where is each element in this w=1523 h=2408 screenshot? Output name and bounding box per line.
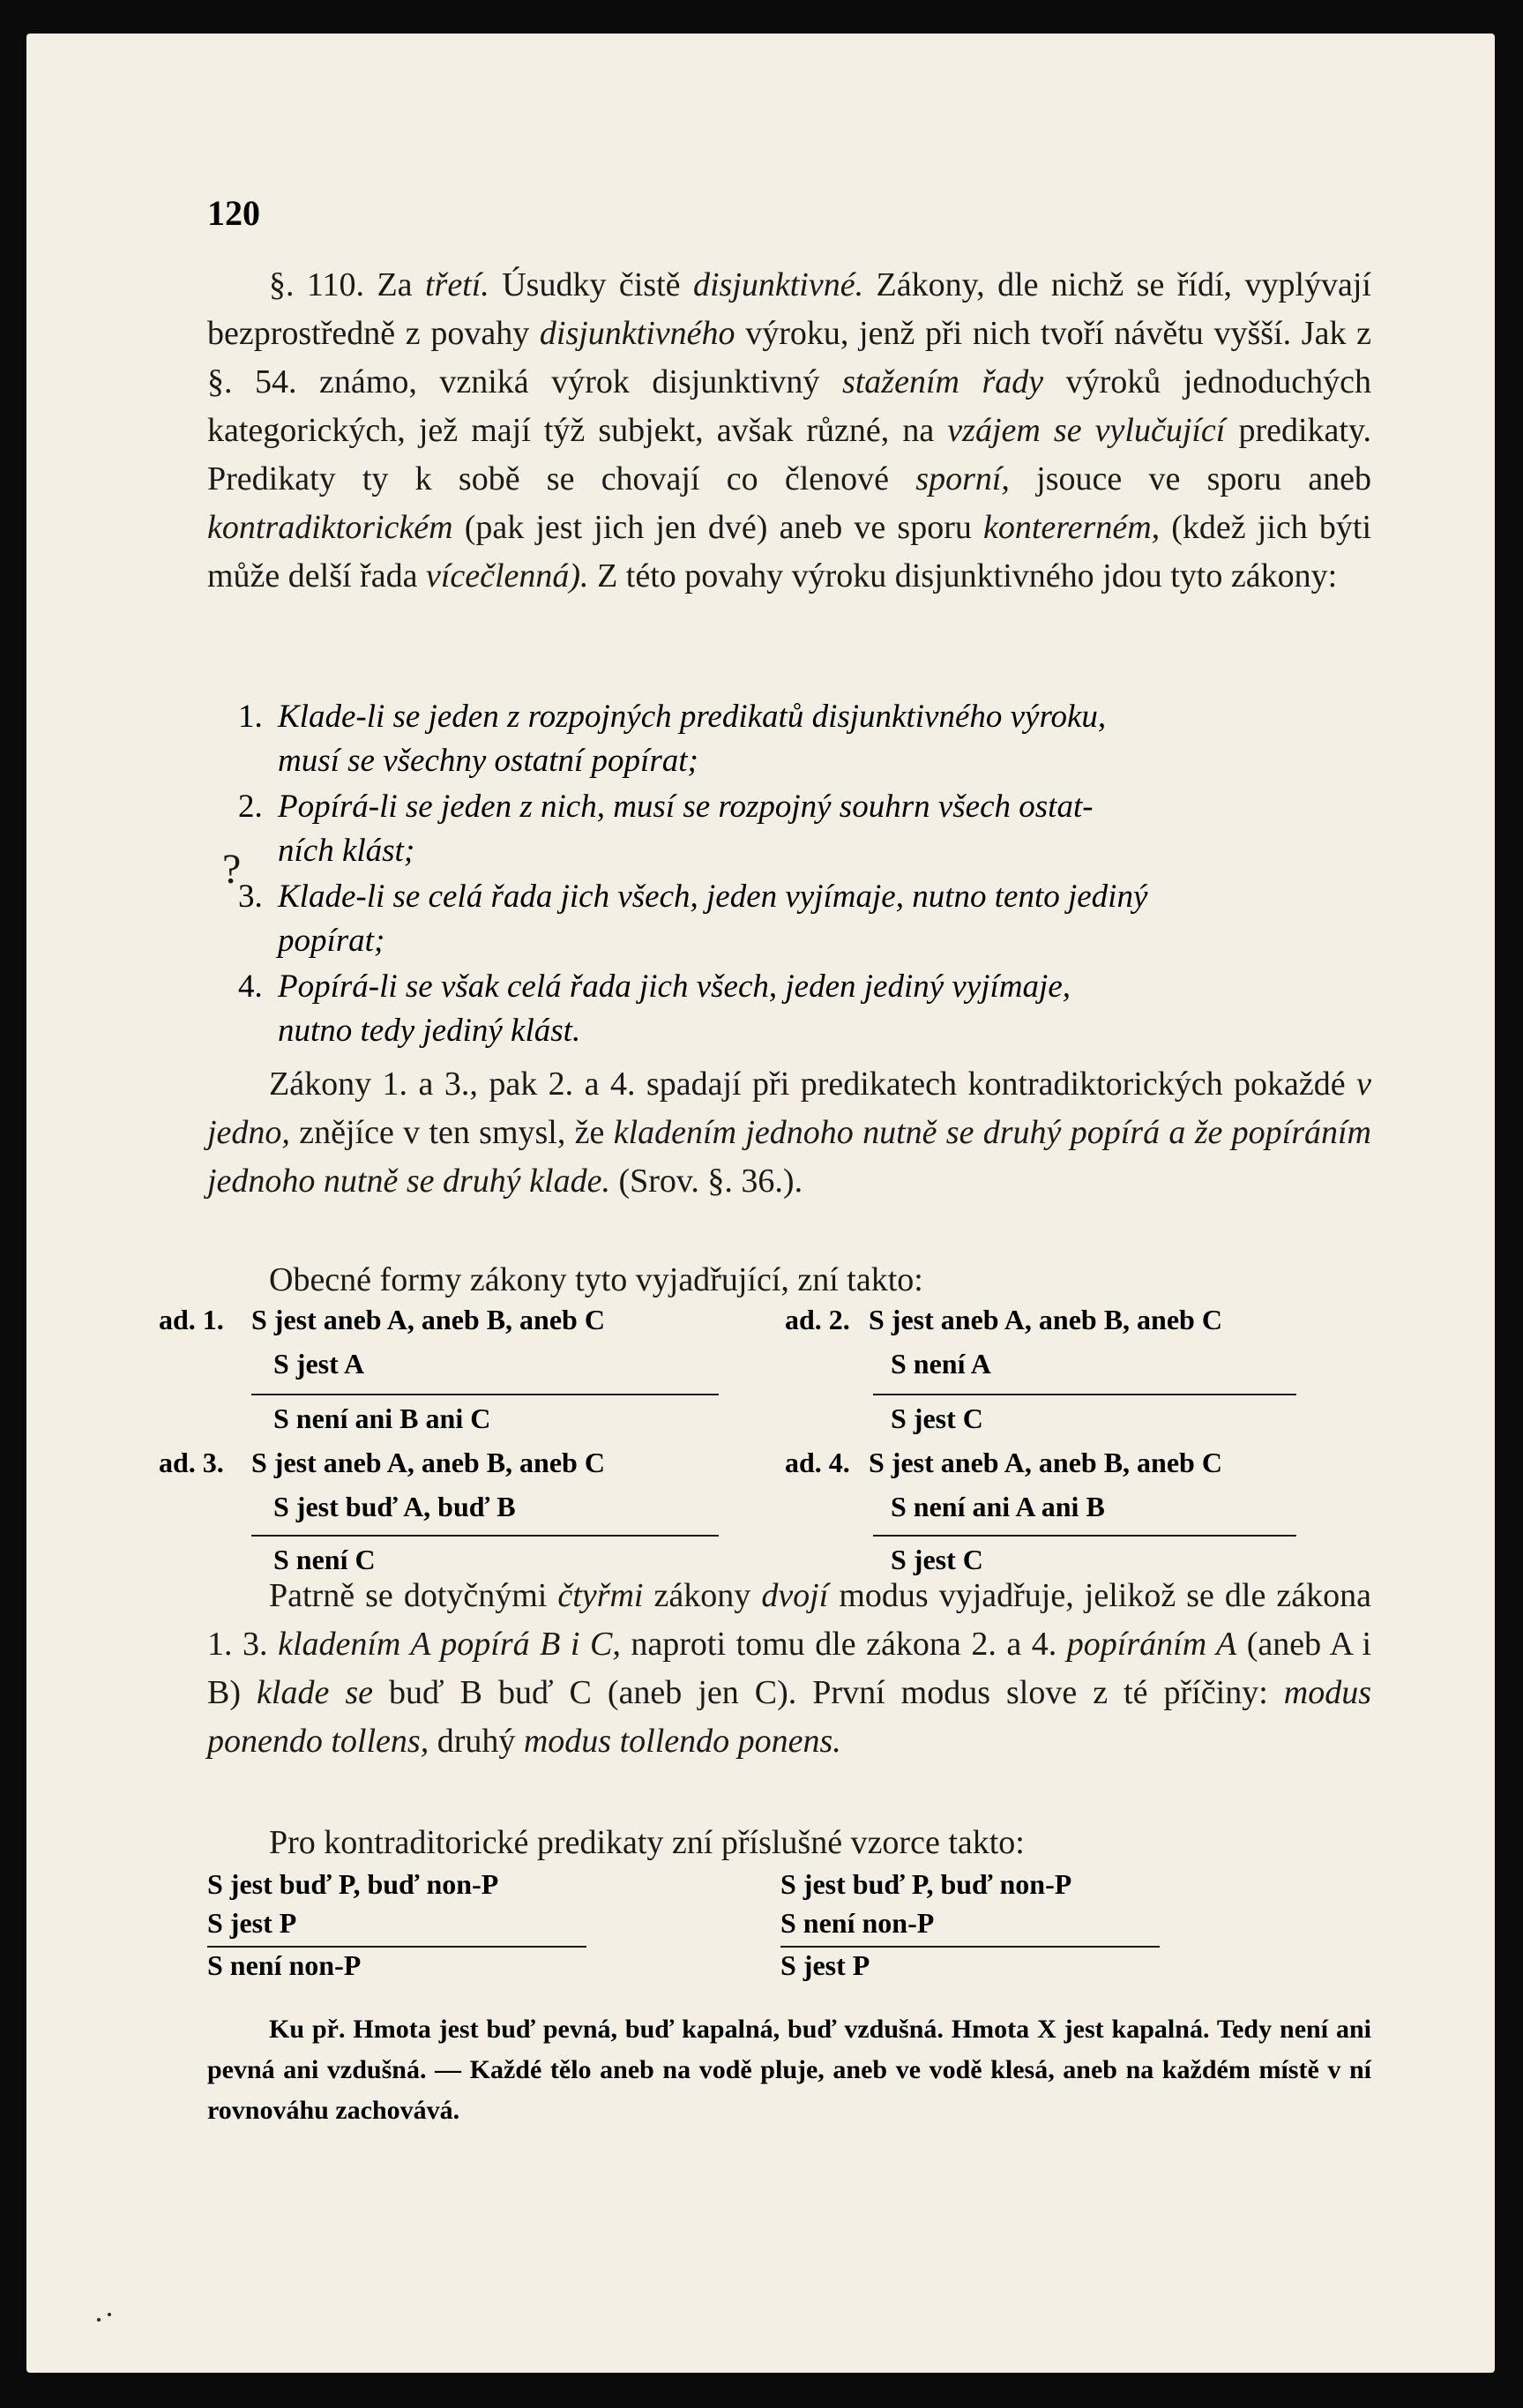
page-number: 120 xyxy=(207,193,260,233)
form-ad2-minor: S není A xyxy=(891,1348,991,1380)
contra-right-minor: S není non-P xyxy=(780,1907,935,1939)
form-ad4-rule xyxy=(873,1535,1296,1537)
form-ad1-label: ad. 1. xyxy=(159,1304,224,1335)
form-ad3-rule xyxy=(251,1535,719,1537)
contra-right-rule xyxy=(780,1946,1160,1948)
law-1: 1. Klade-li se jeden z rozpojných predikatů disjunktivného výroku, musí se všechny ostatní popírat; xyxy=(238,699,1107,779)
form-ad1-major: S jest aneb A, aneb B, aneb C xyxy=(251,1304,605,1335)
margin-question-mark: ? xyxy=(222,846,242,893)
contra-right-major: S jest buď P, buď non-P xyxy=(780,1868,1072,1900)
contra-left-major: S jest buď P, buď non-P xyxy=(207,1868,499,1900)
paragraph-modus: Patrně se dotyčnými čtyřmi zákony dvojí modus vyjadřuje, jelikož se dle zákona 1. 3. kladením A popírá B i C, naproti tomu dle zákona 2. a 4. popíráním A (aneb A i B) klade se buď B buď C (aneb jen C). První modus slove z té příčiny: modus ponendo tollens, druhý modus tollendo ponens. xyxy=(207,1577,1372,1760)
form-ad3-conclusion: S není C xyxy=(273,1544,376,1575)
paragraph-forms-intro: Obecné formy zákony tyto vyjadřující, zní takto: xyxy=(269,1261,923,1298)
form-ad1-rule xyxy=(251,1394,719,1395)
form-ad4-conclusion: S jest C xyxy=(891,1544,983,1575)
contra-left-rule xyxy=(207,1946,586,1948)
example-paragraph: Ku př. Hmota jest buď pevná, buď kapalná, buď vzdušná. Hmota X jest kapalná. Tedy není ani pevná ani vzdušná. — Každé tělo aneb na vodě pluje, aneb ve vodě klesá, aneb na každém místě v ní rovnováhu zachovává. xyxy=(207,2015,1371,2125)
form-ad4-minor: S není ani A ani B xyxy=(891,1491,1105,1522)
contra-left-conclusion: S není non-P xyxy=(207,1949,362,1981)
page-speck xyxy=(108,2313,111,2316)
law-3: 3. Klade-li se celá řada jich všech, jeden vyjímaje, nutno tento jediný popírat; xyxy=(238,879,1148,959)
law-2: 2. Popírá-li se jeden z nich, musí se rozpojný souhrn všech ostat- ních klást; xyxy=(238,789,1094,869)
form-ad2-major: S jest aneb A, aneb B, aneb C xyxy=(869,1304,1222,1335)
paragraph-contradictory-intro: Pro kontraditorické predikaty zní příslušné vzorce takto: xyxy=(269,1824,1025,1861)
paragraph-section-110: §. 110. Za třetí. Úsudky čistě disjunktivné. Zákony, dle nichž se řídí, vyplývají bezprostředně z povahy disjunktivného výroku, jenž při nich tvoří návětu vyšší. Jak z §. 54. známo, vzniká výrok disjunktivný stažením řady výroků jednoduchých kategorických, jež mají týž subjekt, avšak různé, na vzájem se vylučující predikaty. Predikaty ty k sobě se chovají co členové sporní, jsouce ve sporu aneb kontradiktorickém (pak jest jich jen dvé) aneb ve sporu kontererném, (kdež jich býti může delší řada vícečlenná). Z této povahy výroku disjunktivného jdou tyto zákony: xyxy=(207,266,1372,595)
form-ad2-label: ad. 2. xyxy=(785,1304,850,1335)
form-ad2-conclusion: S jest C xyxy=(891,1402,983,1434)
page-speck xyxy=(97,2318,101,2322)
law-4: 4. Popírá-li se však celá řada jich všech, jeden jediný vyjímaje, nutno tedy jediný klást. xyxy=(238,968,1071,1049)
form-ad3-label: ad. 3. xyxy=(159,1447,224,1478)
form-ad1-minor: S jest A xyxy=(273,1348,365,1380)
paragraph-laws-summary: Zákony 1. a 3., pak 2. a 4. spadají při predikatech kontradiktorických pokaždé v jedno, znějíce v ten smysl, že kladením jednoho nutně se druhý popírá a že popíráním jednoho nutně se druhý klade. (Srov. §. 36.). xyxy=(207,1066,1371,1200)
form-ad1-conclusion: S není ani B ani C xyxy=(273,1402,491,1434)
form-ad2-rule xyxy=(873,1394,1296,1395)
book-page xyxy=(26,34,1495,2373)
form-ad3-major: S jest aneb A, aneb B, aneb C xyxy=(251,1447,605,1478)
contra-left-minor: S jest P xyxy=(207,1907,297,1939)
form-ad4-label: ad. 4. xyxy=(785,1447,850,1478)
form-ad3-minor: S jest buď A, buď B xyxy=(273,1491,516,1522)
form-ad4-major: S jest aneb A, aneb B, aneb C xyxy=(869,1447,1222,1478)
contra-right-conclusion: S jest P xyxy=(780,1949,870,1981)
